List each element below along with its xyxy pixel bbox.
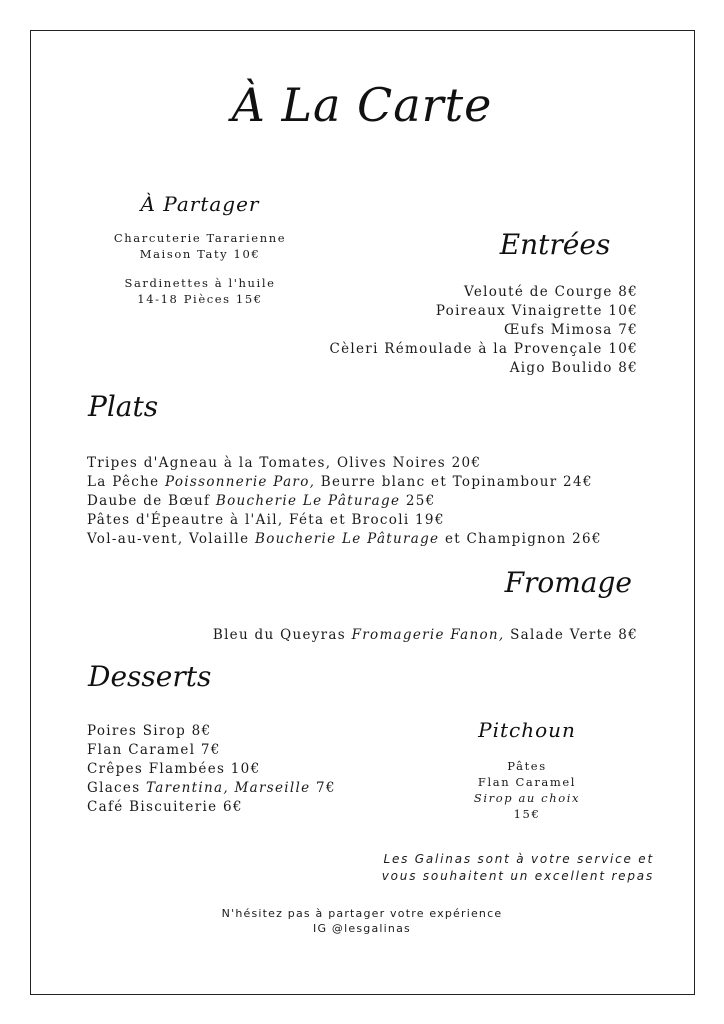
desserts-item: Crêpes Flambées 10€: [87, 761, 261, 777]
desserts-item: Glaces Tarentina, Marseille 7€: [87, 780, 336, 796]
pitchoun-item: Pâtes: [507, 759, 547, 773]
plats-item: Pâtes d'Épeautre à l'Ail, Féta et Brocoli 19€: [87, 512, 445, 528]
footer-note: N'hésitez pas à partager votre expérience IG @lesgalinas: [221, 907, 503, 935]
entrees-list: [329, 283, 638, 378]
entrees-item: Velouté de Courge 8€: [464, 284, 638, 300]
plats-heading: Plats: [88, 390, 159, 423]
fromage-heading: Fromage: [504, 566, 632, 599]
desserts-item: Poires Sirop 8€: [87, 723, 212, 739]
entrees-item: Poireaux Vinaigrette 10€: [435, 303, 638, 319]
a-partager-list: [100, 230, 300, 307]
plats-item: La Pêche Poissonnerie Paro, Beurre blanc et Topinambour 24€: [87, 474, 593, 490]
entrees-item: Aigo Boulido 8€: [509, 360, 638, 376]
menu-title: À La Carte: [231, 78, 493, 132]
plats-item: Daube de Bœuf Boucherie Le Pâturage 25€: [87, 493, 436, 509]
entrees-heading: Entrées: [499, 228, 611, 261]
entrees-item: Œufs Mimosa 7€: [504, 322, 638, 338]
a-partager-line: Charcuterie Tararienne: [113, 231, 287, 245]
pitchoun-item: Flan Caramel: [477, 775, 577, 789]
pitchoun-price: 15€: [513, 807, 541, 821]
entrees-item: Cèleri Rémoulade à la Provençale 10€: [329, 341, 638, 357]
desserts-list: [87, 722, 336, 817]
pitchoun-item: Sirop au choix: [473, 791, 581, 805]
a-partager-line: Maison Taty 10€: [139, 247, 261, 261]
fromage-item: Bleu du Queyras Fromagerie Fanon, Salade Verte 8€: [212, 627, 638, 643]
desserts-item: Café Biscuiterie 6€: [87, 799, 243, 815]
pitchoun-list: [445, 758, 609, 822]
plats-item: Tripes d'Agneau à la Tomates, Olives Noires 20€: [87, 455, 482, 471]
a-partager-line: Sardinettes à l'huile: [124, 276, 276, 290]
a-partager-line: 14-18 Pièces 15€: [137, 292, 263, 306]
plats-item: Vol-au-vent, Volaille Boucherie Le Pâturage et Champignon 26€: [87, 531, 602, 547]
service-note: Les Galinas sont à votre service et vous souhaitent un excellent repas: [381, 852, 654, 883]
a-partager-heading: À Partager: [140, 192, 260, 216]
desserts-item: Flan Caramel 7€: [87, 742, 221, 758]
plats-list: [87, 454, 602, 549]
desserts-heading: Desserts: [88, 660, 212, 693]
pitchoun-heading: Pitchoun: [478, 718, 576, 742]
